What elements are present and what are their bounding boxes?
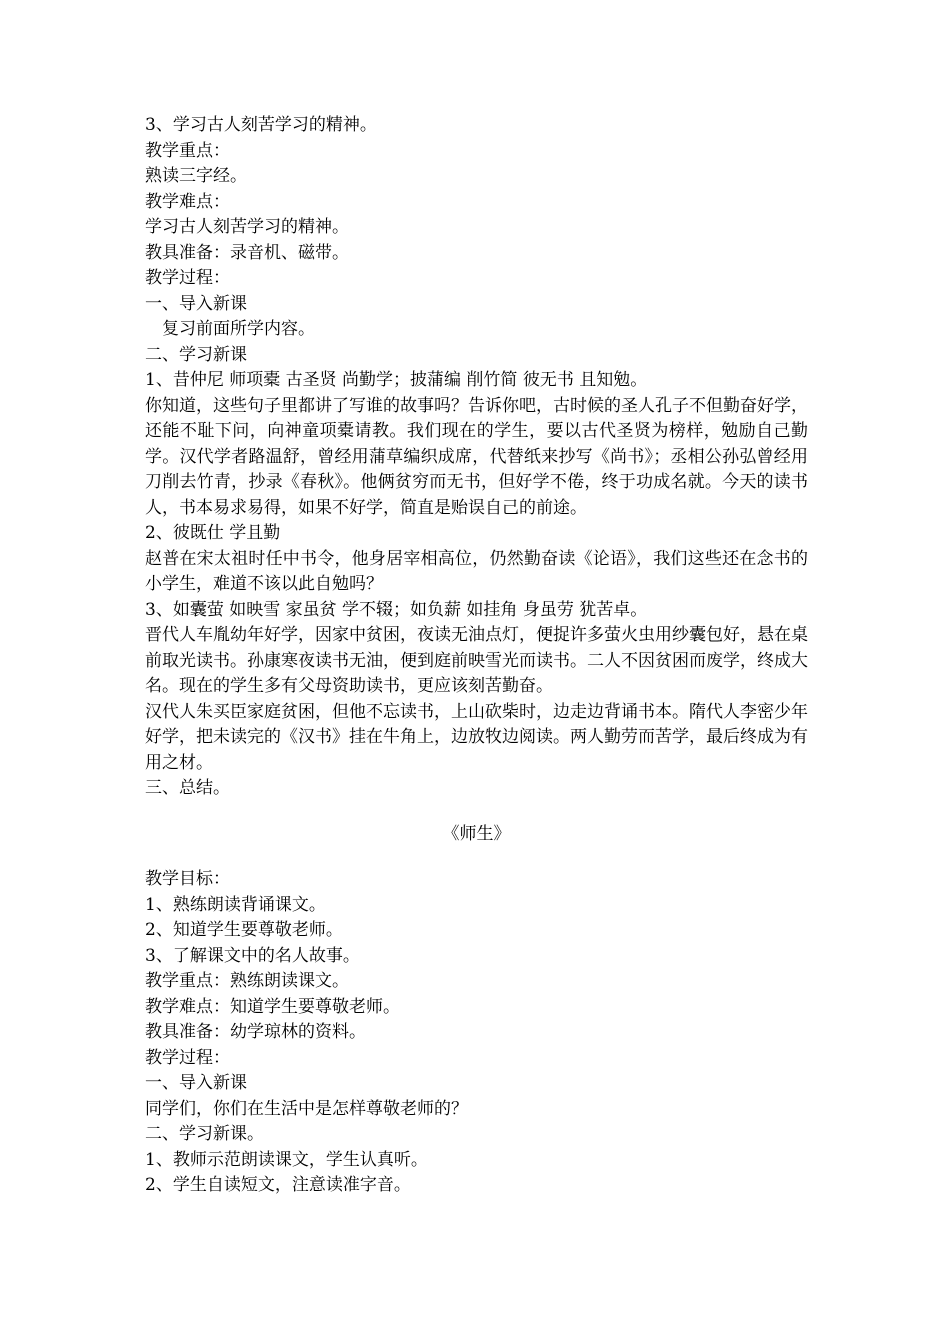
text-line: 教学重点：熟练朗读课文。: [145, 971, 349, 991]
text-line: 二、学习新课。: [145, 1124, 264, 1144]
text-line: 教具准备：幼学琼林的资料。: [145, 1022, 366, 1042]
text-line: 1、教师示范朗读课文，学生认真听。: [145, 1149, 428, 1170]
text-line: 一、导入新课: [145, 293, 247, 314]
text-line: 二、学习新课: [145, 344, 247, 365]
text-line: 教学重点：: [145, 140, 230, 161]
text-line: 教学难点：: [145, 191, 230, 212]
text-line: 2、学生自读短文，注意读准字音。: [145, 1175, 411, 1195]
paragraph: 晋代人车胤幼年好学，因家中贫困，夜读无油点灯，便捉许多萤火虫用纱囊包好，悬在桌前取光读书。孙康寒夜读书无油，便到庭前映雪光而读书。二人不因贫困而废学，终成大名。现在的学生多有父母资助读书，更应该刻苦勤奋。: [145, 625, 808, 696]
document-page: [145, 113, 808, 1199]
lesson-title: 《师生》: [442, 823, 511, 844]
text-line: 2、知道学生要尊敬老师。: [145, 920, 343, 940]
text-line: 同学们，你们在生活中是怎样尊敬老师的？: [145, 1098, 468, 1119]
text-line: 3、了解课文中的名人故事。: [145, 945, 360, 966]
text-line: 教学过程：: [145, 1047, 230, 1068]
section-shisheng: [145, 867, 808, 1199]
text-line: 教具准备：录音机、磁带。: [145, 242, 349, 263]
text-line: 教学过程：: [145, 268, 230, 288]
paragraph: 汉代人朱买臣家庭贫困，但他不忘读书，上山砍柴时，边走边背诵书本。隋代人李密少年好学，把未读完的《汉书》挂在牛角上，边放牧边阅读。两人勤劳而苦学，最后终成为有用之材。: [145, 701, 808, 773]
text-line: 3、学习古人刻苦学习的精神。: [145, 115, 377, 135]
text-line: 2、彼既仕 学且勤: [145, 523, 281, 543]
text-line: 熟读三字经。: [145, 166, 247, 186]
paragraph: 你知道，这些句子里都讲了写谁的故事吗？告诉你吧，古时候的圣人孔子不但勤奋好学，还能不耻下问，向神童项橐请教。我们现在的学生，要以古代圣贤为榜样，勉励自己勤学。汉代学者路温舒，曾经用蒲草编织成席，代替纸来抄写《尚书》；丞相公孙弘曾经用刀削去竹青，抄录《春秋》。他俩贫穷而无书，但好学不倦，终于功成名就。今天的读书人，书本易求易得，如果不好学，简直是贻误自己的前途。: [145, 395, 808, 518]
text-line: 3、如囊萤 如映雪 家虽贫 学不辍；如负薪 如挂角 身虽劳 犹苦卓。: [145, 599, 648, 620]
text-line: 1、昔仲尼 师项橐 古圣贤 尚勤学；披蒲编 削竹简 彼无书 且知勉。: [145, 370, 648, 390]
text-line: 教学难点：知道学生要尊敬老师。: [145, 996, 400, 1017]
text-line: 教学目标：: [145, 869, 230, 889]
text-line: 学习古人刻苦学习的精神。: [145, 217, 349, 237]
paragraph: 赵普在宋太祖时任中书令，他身居宰相高位，仍然勤奋读《论语》，我们这些还在念书的小学生，难道不该以此自勉吗？: [145, 548, 808, 594]
text-line: 一、导入新课: [145, 1073, 247, 1093]
text-line: 1、熟练朗读背诵课文。: [145, 894, 326, 915]
text-line: 三、总结。: [145, 778, 230, 798]
text-line: 复习前面所学内容。: [162, 319, 315, 339]
section-sanzijing: [145, 113, 808, 802]
